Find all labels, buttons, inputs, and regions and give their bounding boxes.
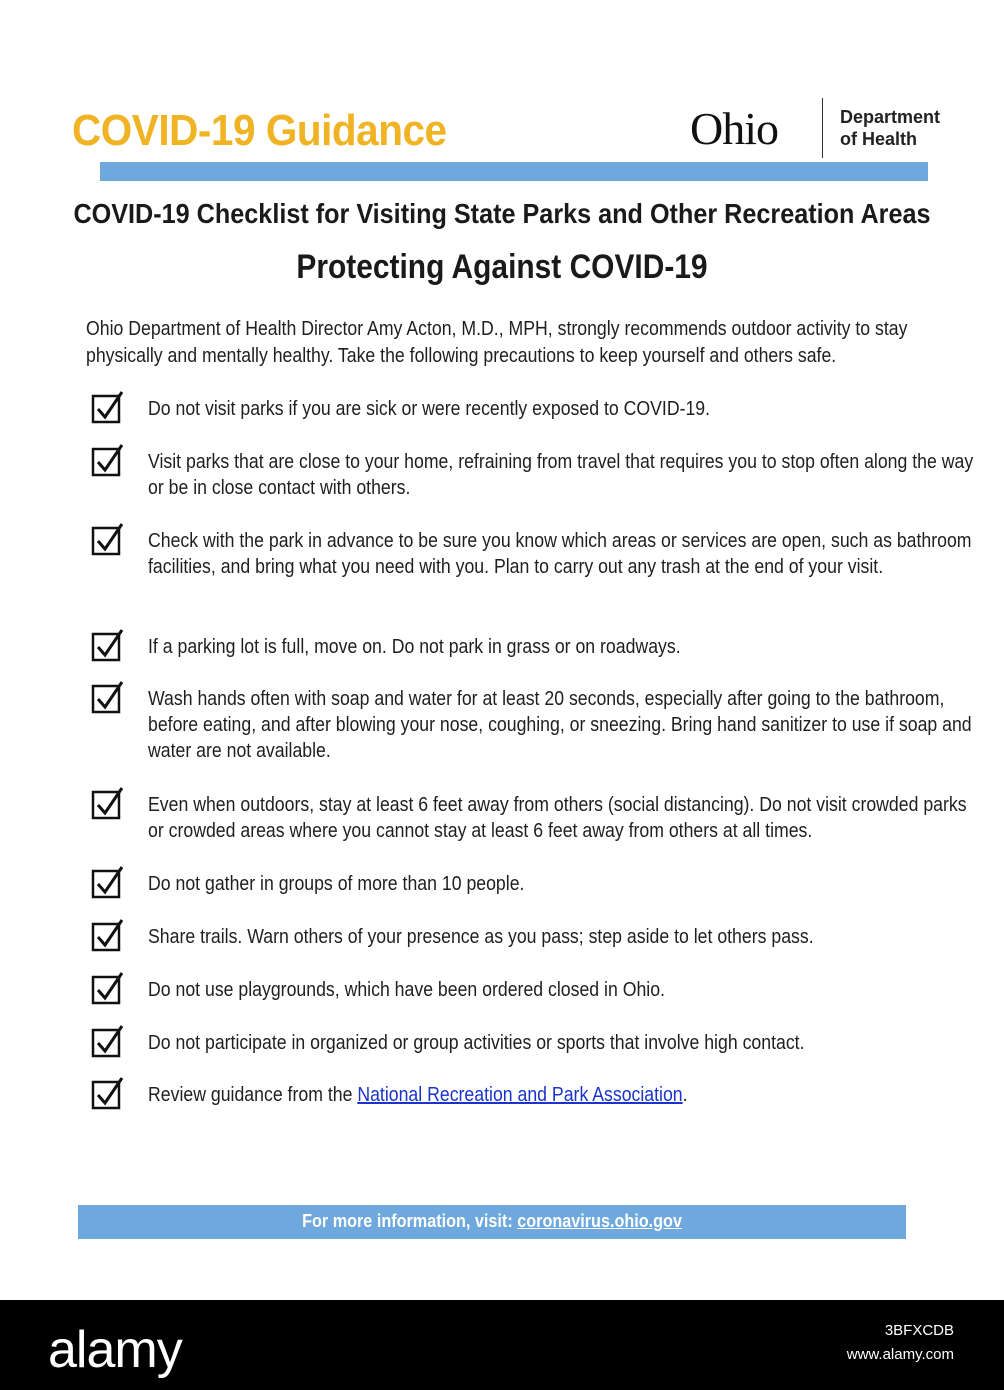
checkbox-checked-icon bbox=[91, 443, 125, 477]
checkbox-checked-icon bbox=[91, 522, 125, 556]
checkbox-checked-icon bbox=[91, 971, 125, 1005]
checklist-item-prefix: Review guidance from the bbox=[148, 1084, 358, 1106]
checkbox-checked-icon bbox=[91, 1024, 125, 1058]
alamy-logo: alamy bbox=[48, 1321, 182, 1379]
checkbox-checked-icon bbox=[91, 1076, 125, 1110]
guidance-title: COVID-19 Guidance bbox=[72, 106, 447, 155]
logo-divider bbox=[822, 98, 823, 158]
checkbox-checked-icon bbox=[91, 628, 125, 662]
checklist-item-text: Do not participate in organized or group activities or sports that involve high contact. bbox=[148, 1032, 805, 1054]
intro-paragraph: Ohio Department of Health Director Amy Acton, M.D., MPH, strongly recommends outdoor activity to stay physically and mentally healthy. Take the following precautions to keep yourself and others safe. bbox=[86, 318, 908, 367]
checklist-item-text: Check with the park in advance to be sure you know which areas or services are open, such as bathroom facilities, and bring what you need with you. Plan to carry out any trash at the end of your visit. bbox=[148, 530, 972, 578]
checklist-item-suffix: . bbox=[682, 1084, 688, 1106]
checkbox-checked-icon bbox=[91, 390, 125, 424]
document-title: COVID-19 Checklist for Visiting State Parks and Other Recreation Areas bbox=[73, 198, 931, 229]
logo-department-text bbox=[840, 106, 940, 150]
checklist-item-text: If a parking lot is full, move on. Do not park in grass or on roadways. bbox=[148, 636, 681, 658]
checklist-item-text: Wash hands often with soap and water for at least 20 seconds, especially after going to the bathroom, before eating, and after blowing your nose, coughing, or sneezing. Bring hand sanitizer to use if soap and water are not available. bbox=[148, 688, 972, 762]
coronavirus-site-link[interactable]: coronavirus.ohio.gov bbox=[517, 1211, 682, 1231]
checkbox-checked-icon bbox=[91, 865, 125, 899]
ohio-wordmark: Ohio bbox=[690, 103, 778, 154]
nrpa-link[interactable]: National Recreation and Park Association bbox=[357, 1084, 683, 1106]
checkbox-checked-icon bbox=[91, 680, 125, 714]
checklist-item-text bbox=[148, 1082, 979, 1108]
checklist-item-text: Do not gather in groups of more than 10 people. bbox=[148, 873, 525, 895]
checklist-item-text: Even when outdoors, stay at least 6 feet away from others (social distancing). Do not visit crowded parks or crowded areas where you cannot stay at least 6 feet away from others at all times. bbox=[148, 794, 967, 842]
footer-prefix: For more information, visit: bbox=[302, 1211, 518, 1231]
ohio-dept-health-logo bbox=[690, 98, 960, 160]
document-subtitle: Protecting Against COVID-19 bbox=[296, 248, 708, 286]
checklist-item-text: Do not visit parks if you are sick or were recently exposed to COVID-19. bbox=[148, 398, 711, 420]
checklist-item-text: Share trails. Warn others of your presence as you pass; step aside to let others pass. bbox=[148, 926, 814, 948]
checklist-item-text: Do not use playgrounds, which have been ordered closed in Ohio. bbox=[148, 979, 665, 1001]
header-divider-bar bbox=[100, 162, 928, 181]
checklist-item-text: Visit parks that are close to your home, refraining from travel that requires you to stop often along the way or be in close contact with others. bbox=[148, 451, 974, 499]
watermark-url: www.alamy.com bbox=[846, 1346, 954, 1363]
logo-dept-line2: of Health bbox=[840, 129, 918, 149]
logo-dept-line1: Department bbox=[840, 107, 941, 127]
checkbox-checked-icon bbox=[91, 918, 125, 952]
image-id: 3BFXCDB bbox=[884, 1322, 954, 1339]
checkbox-checked-icon bbox=[91, 786, 125, 820]
footer-bar bbox=[78, 1205, 906, 1239]
footer-text bbox=[302, 1211, 682, 1232]
